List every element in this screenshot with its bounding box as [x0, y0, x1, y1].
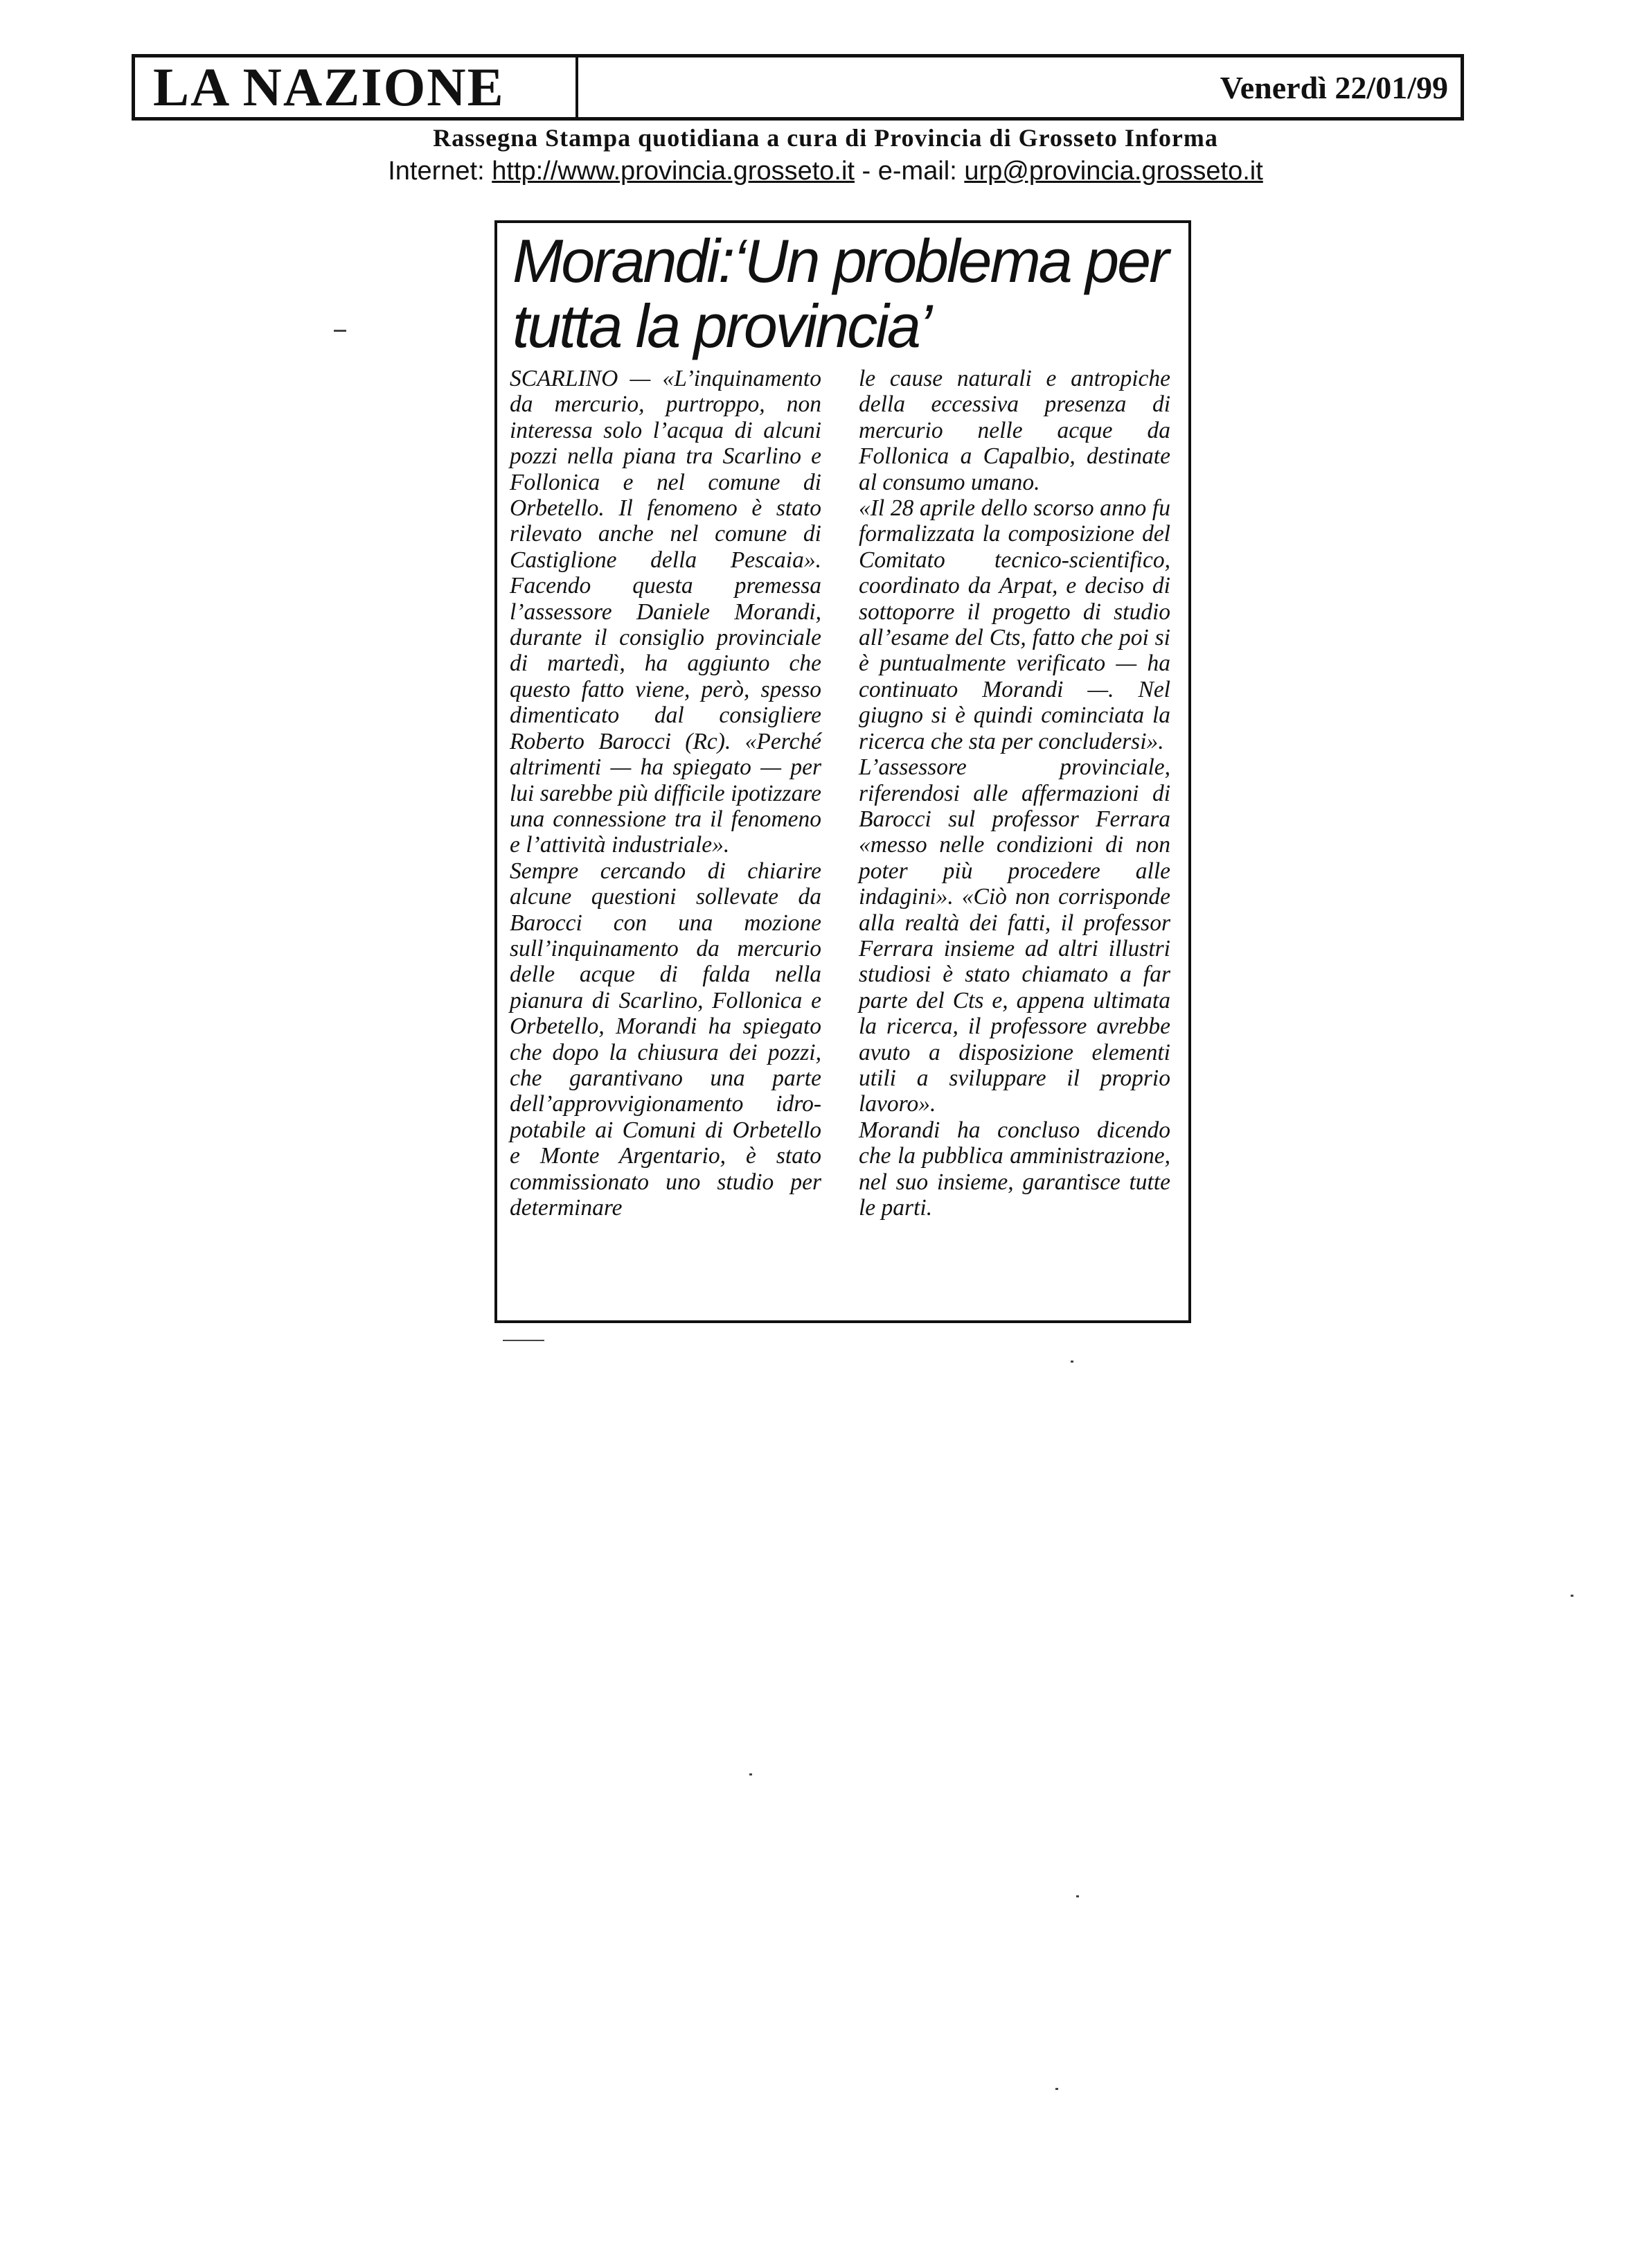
scan-speck [1055, 2088, 1058, 2090]
paragraph: «Il 28 aprile dello scorso anno fu formalizzata la composizione del Comitato tecnico-scientifico, coordinato da Arpat, e deciso di sottoporre il progetto di studio all’esame del Cts, fatto che poi si è puntualmente verificato — ha continuato Morandi —. Nel giugno si è quindi cominciata la ricerca che sta per concludersi». [859, 495, 1170, 754]
contact-line [0, 157, 1651, 186]
paragraph: Morandi ha concluso dicendo che la pubblica amministrazione, nel suo insieme, garantisce tutte le parti. [859, 1117, 1170, 1221]
paragraph: Sempre cercando di chiarire alcune questioni sollevate da Barocci con una mozione sull’inquinamento da mercurio delle acque di falda nella pianura di Scarlino, Follonica e Orbetello, Morandi ha spiegato che dopo la chiusura dei pozzi, che garantivano una parte dell’approvvigionamento idro-potabile ai Comuni di Orbetello e Monte Argentario, è stato commissionato uno studio per determinare [510, 858, 821, 1221]
paragraph: le cause naturali e antropiche della eccessiva presenza di mercurio nelle acque da Follonica a Capalbio, destinate al consumo umano. [859, 366, 1170, 495]
email-link[interactable]: urp@provincia.grosseto.it [964, 157, 1263, 186]
scan-speck [503, 1340, 544, 1341]
scan-speck [334, 330, 346, 332]
issue-date: Venerdì 22/01/99 [1220, 69, 1448, 105]
email-label: - e-mail: [854, 157, 965, 186]
masthead [132, 54, 1464, 121]
scan-speck [749, 1773, 752, 1775]
scan-speck [1571, 1595, 1573, 1597]
internet-label: Internet: [388, 157, 492, 186]
article-clipping [494, 220, 1191, 1323]
scan-speck [1076, 1895, 1079, 1897]
paragraph: L’assessore provinciale, riferendosi alle affermazioni di Barocci sul professor Ferrara «messo nelle condizioni di non poter più procedere alle indagini». «Ciò non corrisponde alla realtà dei fatti, il professor Ferrara insieme ad altri illustri studiosi è stato chiamato a far parte del Cts e, appena ultimata la ricerca, il professore avrebbe avuto a disposizione elementi utili a sviluppare il proprio lavoro». [859, 754, 1170, 1117]
paragraph: SCARLINO — «L’inquinamento da mercurio, purtroppo, non interessa solo l’acqua di alcuni pozzi nella piana tra Scarlino e Follonica e nel comune di Orbetello. Il fenomeno è stato rilevato anche nel comune di Castiglione della Pescaia». Facendo questa premessa l’assessore Daniele Morandi, durante il consiglio provinciale di martedì, ha aggiunto che questo fatto viene, però, spesso dimenticato dal consigliere Roberto Barocci (Rc). «Perché altrimenti — ha spiegato — per lui sarebbe più difficile ipotizzare una connessione tra il fenomeno e l’attività industriale». [510, 366, 821, 858]
article-headline: Morandi:‘Un problema per tutta la provincia’ [512, 227, 1168, 360]
article-column-left [510, 366, 821, 1221]
newspaper-name: LA NAZIONE [135, 57, 578, 117]
article-column-right [859, 366, 1170, 1221]
scan-speck [1071, 1361, 1073, 1363]
press-review-subline: Rassegna Stampa quotidiana a cura di Provincia di Grosseto Informa [433, 124, 1218, 152]
website-link[interactable]: http://www.provincia.grosseto.it [492, 157, 855, 186]
